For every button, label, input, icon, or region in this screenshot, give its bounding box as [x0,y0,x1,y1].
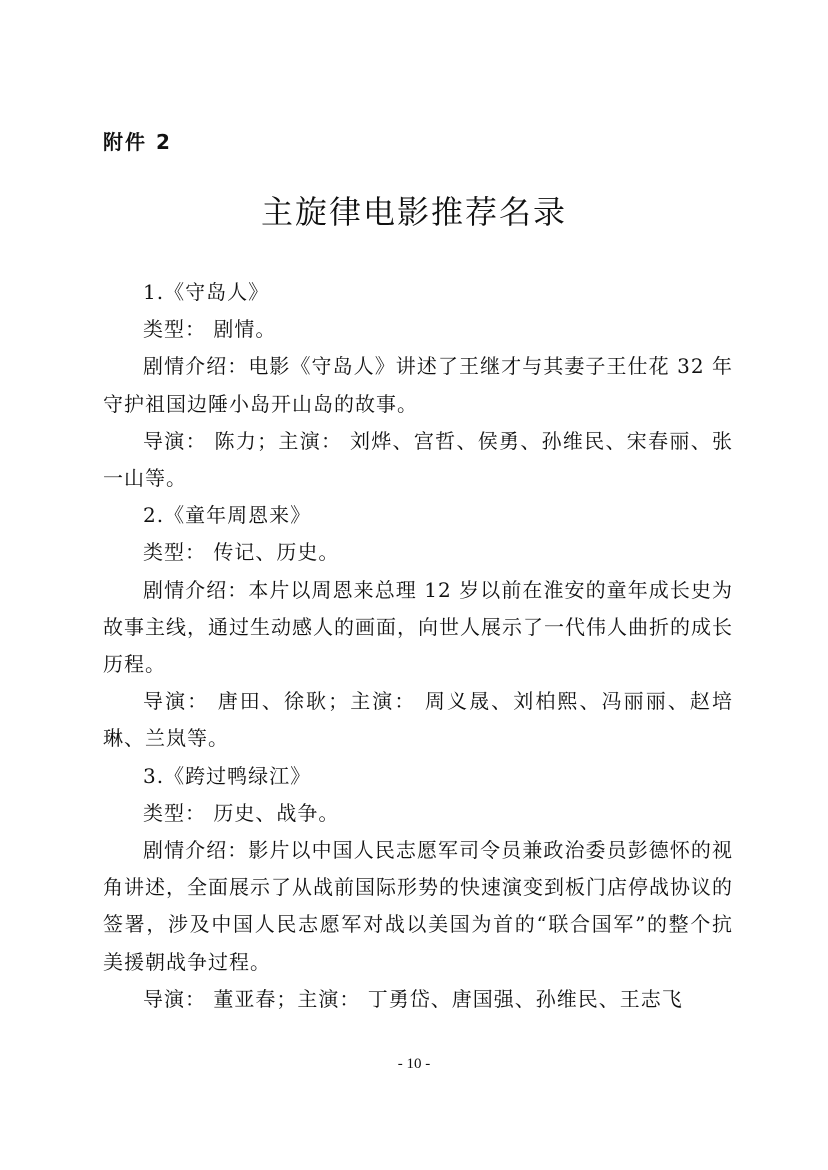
film-type: 类型： 传记、历史。 [143,540,340,565]
document-title: 主旋律电影推荐名录 [260,193,567,231]
film-cast: 导演： 董亚春；主演： 丁勇岱、唐国强、孙维民、王志飞 [143,986,683,1011]
film-plot: 剧情介绍：电影《守岛人》讲述了王继才与其妻子王仕花 32 年守护祖国边陲小岛开山岛的故事。 [103,354,733,416]
page-number: - 10 - [397,1056,431,1072]
film-heading: 3.《跨过鸭绿江》 [143,763,312,788]
film-cast: 导演： 陈力；主演： 刘烨、宫哲、侯勇、孙维民、宋春丽、张一山等。 [103,428,733,491]
film-plot: 剧情介绍：影片以中国人民志愿军司令员兼政治委员彭德怀的视角讲述，全面展示了从战前国际形势的快速演变到板门店停战协议的签署，涉及中国人民志愿军对战以美国为首的“联合国军”的整个抗美援朝战争过程。 [103,838,733,974]
film-list [103,274,733,1018]
attachment-label: 附件 2 [103,130,172,154]
film-heading: 2.《童年周恩来》 [143,503,312,528]
film-cast: 导演： 唐田、徐耿；主演： 周义晟、刘柏熙、冯丽丽、赵培琳、兰岚等。 [103,689,733,751]
film-plot: 剧情介绍：本片以周恩来总理 12 岁以前在淮安的童年成长史为故事主线，通过生动感人的画面，向世人展示了一代伟人曲折的成长历程。 [103,577,733,677]
film-type: 类型： 历史、战争。 [143,800,340,825]
film-heading: 1.《守岛人》 [143,280,270,304]
film-type: 类型： 剧情。 [143,317,277,342]
